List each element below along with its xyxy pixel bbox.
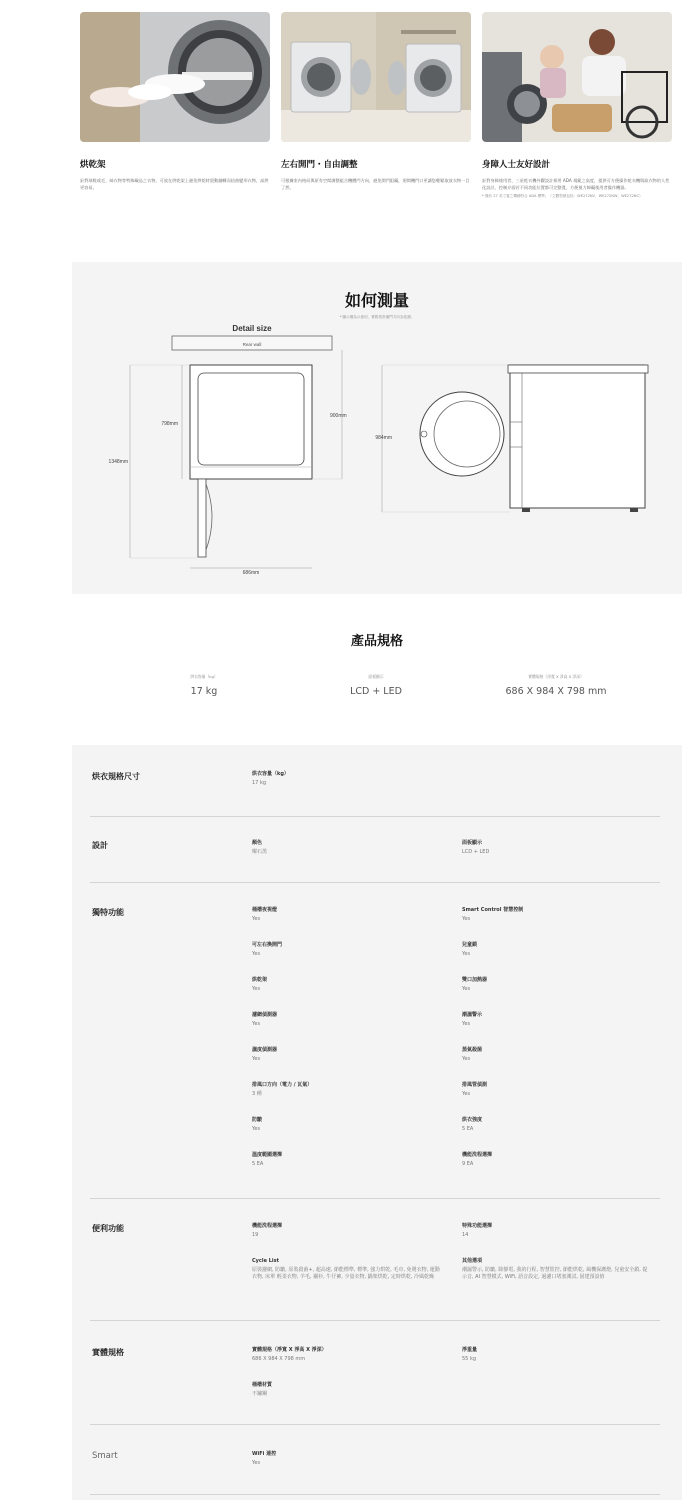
- accessibility-photo: [482, 12, 672, 142]
- spec-cell: [462, 907, 662, 923]
- spec-cell: [462, 977, 662, 993]
- spec-value: 3 種: [252, 1091, 262, 1097]
- spec-value: 686 X 984 X 798 mm: [252, 1356, 306, 1362]
- spec-value: Yes: [462, 1091, 471, 1097]
- summary-value: LCD + LED: [350, 686, 402, 697]
- spec-cell: [252, 1082, 452, 1098]
- dim-798: 798mm: [161, 421, 178, 427]
- spec-cell: [462, 1117, 662, 1133]
- drying-rack-photo: [80, 12, 270, 142]
- spec-cell: [252, 1047, 452, 1063]
- spec-value: Yes: [462, 1021, 471, 1027]
- spec-value: 55 kg: [462, 1356, 477, 1362]
- spec-section-title: 烘衣規格尺寸: [92, 772, 140, 781]
- spec-key: 防皺: [252, 1117, 263, 1123]
- spec-section-convenience: [90, 1199, 660, 1321]
- spec-cell: [252, 1117, 452, 1133]
- summary-title: 產品規格: [350, 634, 403, 649]
- spec-key: 排風管偵測: [462, 1082, 488, 1088]
- spec-section-capacity: [90, 745, 660, 817]
- spec-cell: [462, 1047, 662, 1063]
- spec-value: Yes: [252, 1021, 261, 1027]
- summary-dimensions: [466, 674, 646, 697]
- spec-key: 蒸氣殺菌: [462, 1047, 483, 1053]
- feature-title: 左右開門・自由調整: [281, 160, 358, 170]
- door-photo: [281, 12, 471, 142]
- spec-key: 濾網偵測器: [252, 1012, 278, 1018]
- spec-value: 5 EA: [462, 1126, 474, 1132]
- feature-desc: 針對身障使用者，三星乾衣機外觀設計採用 ADA 規範之高度，提供可方便操作乾衣機與取衣物的人性化設計，控制介面若不同功能位置都可完整寬，方便視力障礙使用者操作機器。: [482, 178, 670, 190]
- spec-summary: [72, 600, 682, 740]
- spec-cell: [462, 840, 662, 856]
- spec-section-title: 實體規格: [92, 1348, 124, 1357]
- dim-1348: 1348mm: [108, 459, 128, 465]
- summary-value: 686 X 984 X 798 mm: [505, 686, 607, 697]
- spec-key: 機能洗程選擇: [252, 1223, 283, 1229]
- spec-key: 潮濕警示: [462, 1012, 483, 1018]
- spec-section-title: Smart: [92, 1451, 118, 1461]
- spec-value: Yes: [462, 986, 471, 992]
- spec-cell: [252, 1382, 452, 1398]
- measure-diagram: [72, 262, 682, 594]
- spec-value: 原裝濾網, 防皺, 原裝殺菌+, 超高速, 節能標準, 標準, 強力烘乾, 毛巾, 免燙衣物, 運動衣物, 床單 輕柔衣物, 羊毛, 襯衫, 牛仔褲, 少量衣物, 鍋架烘乾, 定時烘乾, 冷風乾燥: [252, 1267, 440, 1280]
- summary-label: 烘衣容量（kg）: [190, 674, 218, 679]
- spec-value: 潮濕警示, 防皺, 除靜電, 我的行程, 智慧監控, 節能烘乾, 風機保護燈, 兒童安全鎖, 提示音, AI 智慧模式, WiFi, 語音設定, 過濾口堵塞測試, 固建預設值: [462, 1267, 648, 1280]
- spec-section-smart: [90, 1425, 660, 1495]
- spec-value: Yes: [252, 1460, 261, 1466]
- spec-key: 面板顯示: [462, 840, 483, 846]
- spec-key: 桶槽夜視燈: [252, 907, 278, 913]
- spec-section-title: 便利功能: [92, 1224, 124, 1233]
- dim-900: 900mm: [330, 413, 347, 419]
- feature-title: 烘乾架: [80, 160, 106, 170]
- spec-cell: [252, 1152, 452, 1168]
- spec-key: 特殊功能選擇: [462, 1223, 493, 1229]
- spec-key: Cycle List: [252, 1258, 280, 1264]
- spec-value: Yes: [252, 1126, 261, 1132]
- feature-note: * 僅有 27 英寸寬之機種符合 ADA 標準。（立體型號包括：WE272NV、WE272NW、WE272NC）: [482, 194, 643, 198]
- spec-section-title: 獨特功能: [92, 908, 124, 917]
- spec-key: 機能洗程選擇: [462, 1152, 493, 1158]
- feature-desc: 針對球鞋或毛、絲衣物等特殊織品之衣物，可放在烘乾架上避免烘乾時滾動翻轉而扭曲變形衣物，高烘更容易。: [80, 178, 269, 190]
- spec-value: LCD + LED: [462, 849, 490, 855]
- feature-card-door: [281, 12, 471, 232]
- detail-size-label: Detail size: [232, 324, 272, 333]
- spec-value: Yes: [462, 951, 471, 957]
- spec-value: 19: [252, 1232, 259, 1238]
- spec-cell: [462, 1012, 662, 1028]
- spec-cell: [252, 942, 452, 958]
- spec-section-title: 設計: [92, 841, 108, 850]
- dim-984: 984mm: [375, 435, 392, 441]
- spec-cell: [252, 1223, 452, 1239]
- spec-cell: [252, 1347, 452, 1363]
- feature-card-drying-rack: [80, 12, 270, 232]
- measure-title: 如何測量: [344, 291, 409, 310]
- spec-key: 烘乾架: [252, 977, 268, 983]
- spec-value: 14: [462, 1232, 469, 1238]
- spec-value: Yes: [252, 916, 261, 922]
- summary-label: 實體規格（淨寬 X 淨高 X 淨深）: [528, 674, 584, 679]
- rear-wall-label: Rear wall: [242, 342, 262, 347]
- spec-key: 溫度範圍選擇: [252, 1152, 283, 1158]
- spec-value: 曜石黑: [252, 849, 268, 855]
- feature-card-accessibility: [482, 12, 672, 232]
- spec-cell: [252, 1012, 452, 1028]
- spec-value: 5 EA: [252, 1161, 264, 1167]
- summary-display: [296, 674, 456, 697]
- spec-key: 桶槽材質: [252, 1382, 273, 1388]
- spec-value: 17 kg: [252, 780, 267, 786]
- spec-section-design: [90, 817, 660, 883]
- spec-cell: [462, 942, 662, 958]
- spec-cell: [252, 1258, 440, 1281]
- spec-cell: [462, 1258, 652, 1281]
- spec-value: Yes: [462, 916, 471, 922]
- spec-cell: [462, 1152, 662, 1168]
- spec-cell: [252, 840, 452, 856]
- spec-key: 排風口方向（電力 / 瓦氣）: [252, 1082, 313, 1088]
- feature-desc: 可根據室內格局與原有空間調整組合機體門方向，避免開門阻礙，迴間機門口更讓您輕鬆取放衣物一目了然。: [281, 178, 470, 190]
- dim-686: 686mm: [242, 570, 260, 576]
- spec-key: WiFi 連控: [252, 1451, 277, 1457]
- spec-key: 雙口加熱器: [462, 977, 488, 983]
- spec-table: [72, 745, 682, 1500]
- spec-value: Yes: [252, 951, 261, 957]
- spec-section-physical: [90, 1321, 660, 1425]
- spec-value: Yes: [252, 1056, 261, 1062]
- spec-key: 顏色: [252, 840, 263, 846]
- spec-section-features: [90, 883, 660, 1199]
- spec-cell: [462, 1223, 662, 1239]
- spec-value: 9 EA: [462, 1161, 474, 1167]
- summary-label: 面板顯示: [368, 674, 384, 679]
- feature-cards: [80, 12, 672, 232]
- summary-value: 17 kg: [190, 686, 218, 697]
- spec-cell: [252, 771, 452, 787]
- spec-cell: [252, 977, 452, 993]
- spec-key: Smart Control 智慧控制: [462, 907, 524, 913]
- spec-key: 烘衣容量（kg）: [252, 771, 289, 777]
- measure-subtitle: * 圖示僅為示意用，實際依設備門方向為依據。: [339, 315, 415, 319]
- spec-cell: [252, 907, 452, 923]
- spec-key: 其他選項: [462, 1258, 483, 1264]
- spec-cell: [462, 1082, 662, 1098]
- spec-key: 濕度偵測器: [252, 1047, 278, 1053]
- spec-value: Yes: [252, 986, 261, 992]
- feature-title: 身障人士友好設計: [482, 160, 551, 170]
- measure-section: [72, 262, 682, 594]
- spec-key: 實體規格（淨寬 X 淨高 X 淨深）: [252, 1347, 327, 1353]
- spec-cell: [252, 1451, 452, 1467]
- spec-cell: [462, 1347, 662, 1363]
- spec-key: 兒童鎖: [462, 942, 478, 948]
- spec-value: 不鏽鋼: [252, 1391, 268, 1397]
- spec-value: Yes: [462, 1056, 471, 1062]
- spec-key: 可左右換開門: [252, 942, 283, 948]
- summary-capacity: [124, 674, 284, 697]
- spec-key: 淨重量: [462, 1347, 478, 1353]
- spec-key: 烘衣強度: [462, 1117, 483, 1123]
